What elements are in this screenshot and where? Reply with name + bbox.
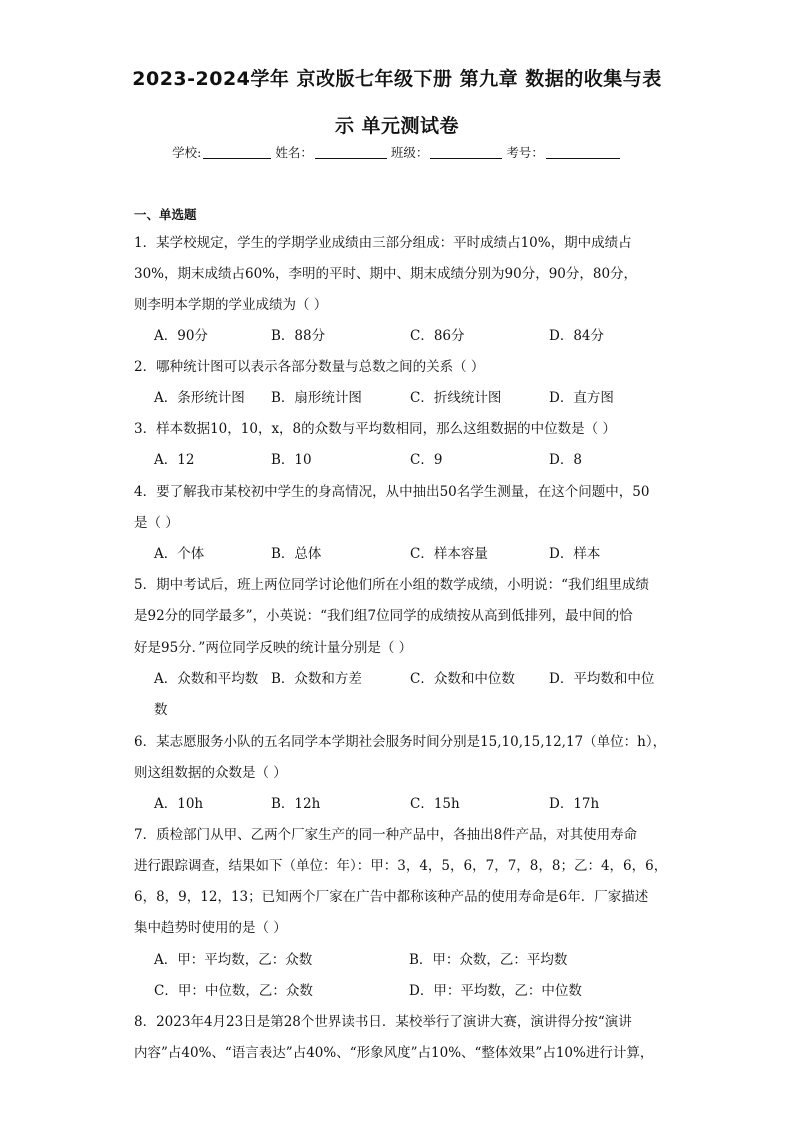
question-4-line-2: 是（ ） xyxy=(134,515,179,531)
option-c[interactable]: C．15h xyxy=(410,796,460,812)
question-1-line-2: 30%，期末成绩占60%，李明的平时、期中、期末成绩分别为90分，90分，80分， xyxy=(134,266,638,282)
school-field xyxy=(172,143,273,161)
option-a[interactable]: A．12 xyxy=(154,452,195,468)
question-4-line-1: 4．要了解我市某校初中学生的身高情况，从中抽出50名学生测量，在这个问题中，50 xyxy=(134,484,650,500)
option-b[interactable]: B．甲：众数，乙：平均数 xyxy=(409,952,568,968)
question-5-line-3: 好是95分．”两位同学反映的统计量分别是（ ） xyxy=(134,640,413,656)
student-info-row xyxy=(0,143,794,161)
option-a[interactable]: A．甲：平均数，乙：众数 xyxy=(154,952,313,968)
exam-no-field xyxy=(506,143,622,161)
option-c[interactable]: C．86分 xyxy=(410,328,465,344)
question-8-line-1: 8．2023年4月23日是第28个世界读书日．某校举行了演讲大赛，演讲得分按“演讲 xyxy=(134,1014,632,1030)
option-a[interactable]: A．90分 xyxy=(154,328,208,344)
name-label: 姓名： xyxy=(275,145,313,160)
exam-no-label: 考号： xyxy=(506,145,544,160)
option-c[interactable]: C．甲：中位数，乙：众数 xyxy=(154,983,313,999)
question-7-line-1: 7．质检部门从甲、乙两个厂家生产的同一种产品中，各抽出8件产品，对其使用寿命 xyxy=(134,827,638,843)
option-c[interactable]: C．众数和中位数 xyxy=(410,671,515,687)
question-7-line-3: 6，8，9，12，13；已知两个厂家在广告中都称该种产品的使用寿命是6年．厂家描述 xyxy=(134,889,649,905)
option-b[interactable]: B．10 xyxy=(271,452,312,468)
class-label: 班级： xyxy=(390,145,429,160)
question-5-option-d-wrap: 数 xyxy=(154,702,168,718)
school-label: 学校: xyxy=(172,145,202,160)
option-b[interactable]: B．12h xyxy=(271,796,321,812)
option-d[interactable]: D．17h xyxy=(549,796,600,812)
option-b[interactable]: B．88分 xyxy=(271,328,326,344)
question-3-line-1: 3．样本数据10，10，x，8的众数与平均数相同，那么这组数据的中位数是（ ） xyxy=(134,421,616,437)
option-b[interactable]: B．总体 xyxy=(271,546,322,562)
option-c[interactable]: C．9 xyxy=(410,452,443,468)
option-d[interactable]: D．84分 xyxy=(549,328,605,344)
question-5-line-1: 5．期中考试后，班上两位同学讨论他们所在小组的数学成绩，小明说：“我们组里成绩 xyxy=(134,577,649,593)
class-field xyxy=(391,143,505,161)
question-2-line-1: 2．哪种统计图可以表示各部分数量与总数之间的关系（ ） xyxy=(134,359,485,375)
option-c[interactable]: C．折线统计图 xyxy=(410,390,502,406)
school-blank[interactable] xyxy=(203,144,271,159)
option-a[interactable]: A．个体 xyxy=(154,546,205,562)
question-7-line-2: 进行跟踪调查，结果如下（单位：年）：甲：3，4，5，6，7，7，8，8；乙：4，6，6， xyxy=(134,858,668,874)
section-title: 一、单选题 xyxy=(134,207,197,222)
option-d[interactable]: D．直方图 xyxy=(549,390,614,406)
question-1-line-3: 则李明本学期的学业成绩为（ ） xyxy=(134,297,328,313)
option-d[interactable]: D．甲：平均数，乙：中位数 xyxy=(409,983,582,999)
name-blank[interactable] xyxy=(315,144,387,159)
option-b[interactable]: B．扇形统计图 xyxy=(271,390,362,406)
option-d[interactable]: D．样本 xyxy=(549,546,601,562)
page-title-line-1: 2023-2024学年 京改版七年级下册 第九章 数据的收集与表 xyxy=(132,68,662,90)
option-a[interactable]: A．众数和平均数 xyxy=(154,671,259,687)
question-6-line-1: 6．某志愿服务小队的五名同学本学期社会服务时间分别是15,10,15,12,17（单位：h）， xyxy=(134,734,667,750)
option-a[interactable]: A．条形统计图 xyxy=(154,390,245,406)
question-5-line-2: 是92分的同学最多”，小英说：“我们组7位同学的成绩按从高到低排列，最中间的恰 xyxy=(134,608,633,624)
option-c[interactable]: C．样本容量 xyxy=(410,546,488,562)
option-a[interactable]: A．10h xyxy=(154,796,204,812)
class-blank[interactable] xyxy=(430,144,502,159)
question-8-line-2: 内容”占40%、“语言表达”占40%、“形象风度”占10%、“整体效果”占10%进行计算， xyxy=(134,1045,654,1061)
option-b[interactable]: B．众数和方差 xyxy=(271,671,362,687)
option-d[interactable]: D．8 xyxy=(549,452,582,468)
option-d[interactable]: D．平均数和中位 xyxy=(549,671,655,687)
question-1-line-1: 1．某学校规定，学生的学期学业成绩由三部分组成：平时成绩占10%，期中成绩占 xyxy=(134,235,632,251)
question-6-line-2: 则这组数据的众数是（ ） xyxy=(134,765,287,781)
question-7-line-4: 集中趋势时使用的是（ ） xyxy=(134,920,287,936)
exam-no-blank[interactable] xyxy=(546,144,620,159)
name-field xyxy=(275,143,389,161)
page-title-line-2: 示 单元测试卷 xyxy=(334,115,460,137)
